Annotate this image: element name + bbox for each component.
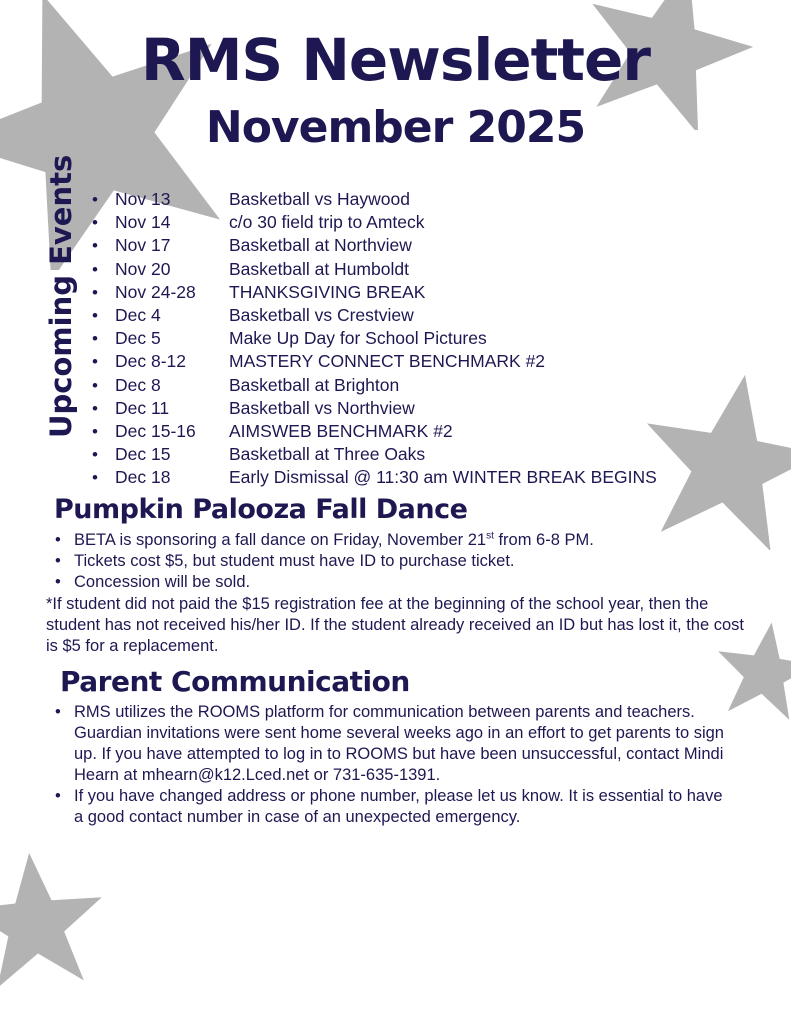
upcoming-events-label: Upcoming Events	[44, 154, 78, 438]
star-decoration-bottom-left	[0, 850, 105, 990]
dance-time-text: from 6-8 PM.	[493, 531, 594, 549]
event-description: Basketball vs Northview	[229, 397, 415, 418]
event-description: MASTERY CONNECT BENCHMARK #2	[229, 351, 546, 372]
star-decoration-right-large	[640, 370, 791, 550]
event-date: Nov 20	[115, 258, 171, 279]
ordinal-suffix: st	[486, 530, 494, 542]
event-date: Nov 24-28	[115, 281, 196, 302]
event-date: Dec 11	[115, 397, 170, 418]
event-date: Nov 17	[115, 235, 171, 256]
dance-date-text: BETA is sponsoring a fall dance on Friday, November 21	[74, 531, 487, 549]
event-description: Basketball vs Crestview	[229, 304, 414, 325]
event-date: Dec 5	[115, 328, 161, 349]
newsletter-title: RMS Newsletter	[141, 26, 650, 94]
event-date: Dec 8-12	[115, 351, 187, 372]
event-description: Early Dismissal @ 11:30 am WINTER BREAK BEGINS	[229, 467, 657, 488]
event-date: Dec 8	[115, 374, 161, 395]
event-description: THANKSGIVING BREAK	[229, 281, 426, 302]
list-item: • Tickets cost $5, but student must have ID to purchase ticket.	[53, 551, 753, 572]
event-date: Nov 14	[115, 212, 171, 233]
event-description: AIMSWEB BENCHMARK #2	[229, 420, 453, 441]
event-date: Dec 15	[115, 444, 171, 465]
event-date: Dec 18	[115, 467, 171, 488]
event-description: Basketball at Three Oaks	[229, 444, 426, 465]
dance-heading: Pumpkin Palooza Fall Dance	[54, 494, 468, 525]
event-date: Dec 15-16	[115, 420, 196, 441]
event-description: Basketball vs Haywood	[229, 189, 410, 209]
event-date: Dec 4	[115, 304, 161, 325]
dance-details-list	[53, 530, 753, 593]
id-fee-note: *If student did not paid the $15 registration fee at the beginning of the school year, then the student has not received his/her ID. If the student already received an ID but has lost it, the cost is $5 for a replacement.	[46, 595, 744, 655]
event-description: Basketball at Humboldt	[229, 258, 409, 279]
event-date: Nov 13	[115, 189, 171, 209]
event-description: Basketball at Northview	[229, 235, 412, 256]
list-item: • Concession will be sold.	[53, 572, 753, 593]
newsletter-subtitle: November 2025	[205, 102, 586, 153]
parent-communication-heading: Parent Communication	[60, 665, 410, 698]
parent-communication-list	[53, 702, 733, 828]
list-item: • If you have changed address or phone number, please let us know. It is essential to have a good contact number in case of an unexpected emergency.	[53, 786, 733, 828]
list-item: • RMS utilizes the ROOMS platform for communication between parents and teachers. Guardian invitations were sent home several weeks ago in an effort to get parents to sign up. If you have attempted to log in to ROOMS but have been unsuccessful, contact Mindi Hearn at mhearn@k12.Lced.net or 731-635-1391.	[53, 702, 733, 786]
event-description: Make Up Day for School Pictures	[229, 328, 487, 349]
event-description: c/o 30 field trip to Amteck	[229, 212, 425, 233]
list-item	[53, 530, 753, 551]
event-description: Basketball at Brighton	[229, 374, 400, 395]
